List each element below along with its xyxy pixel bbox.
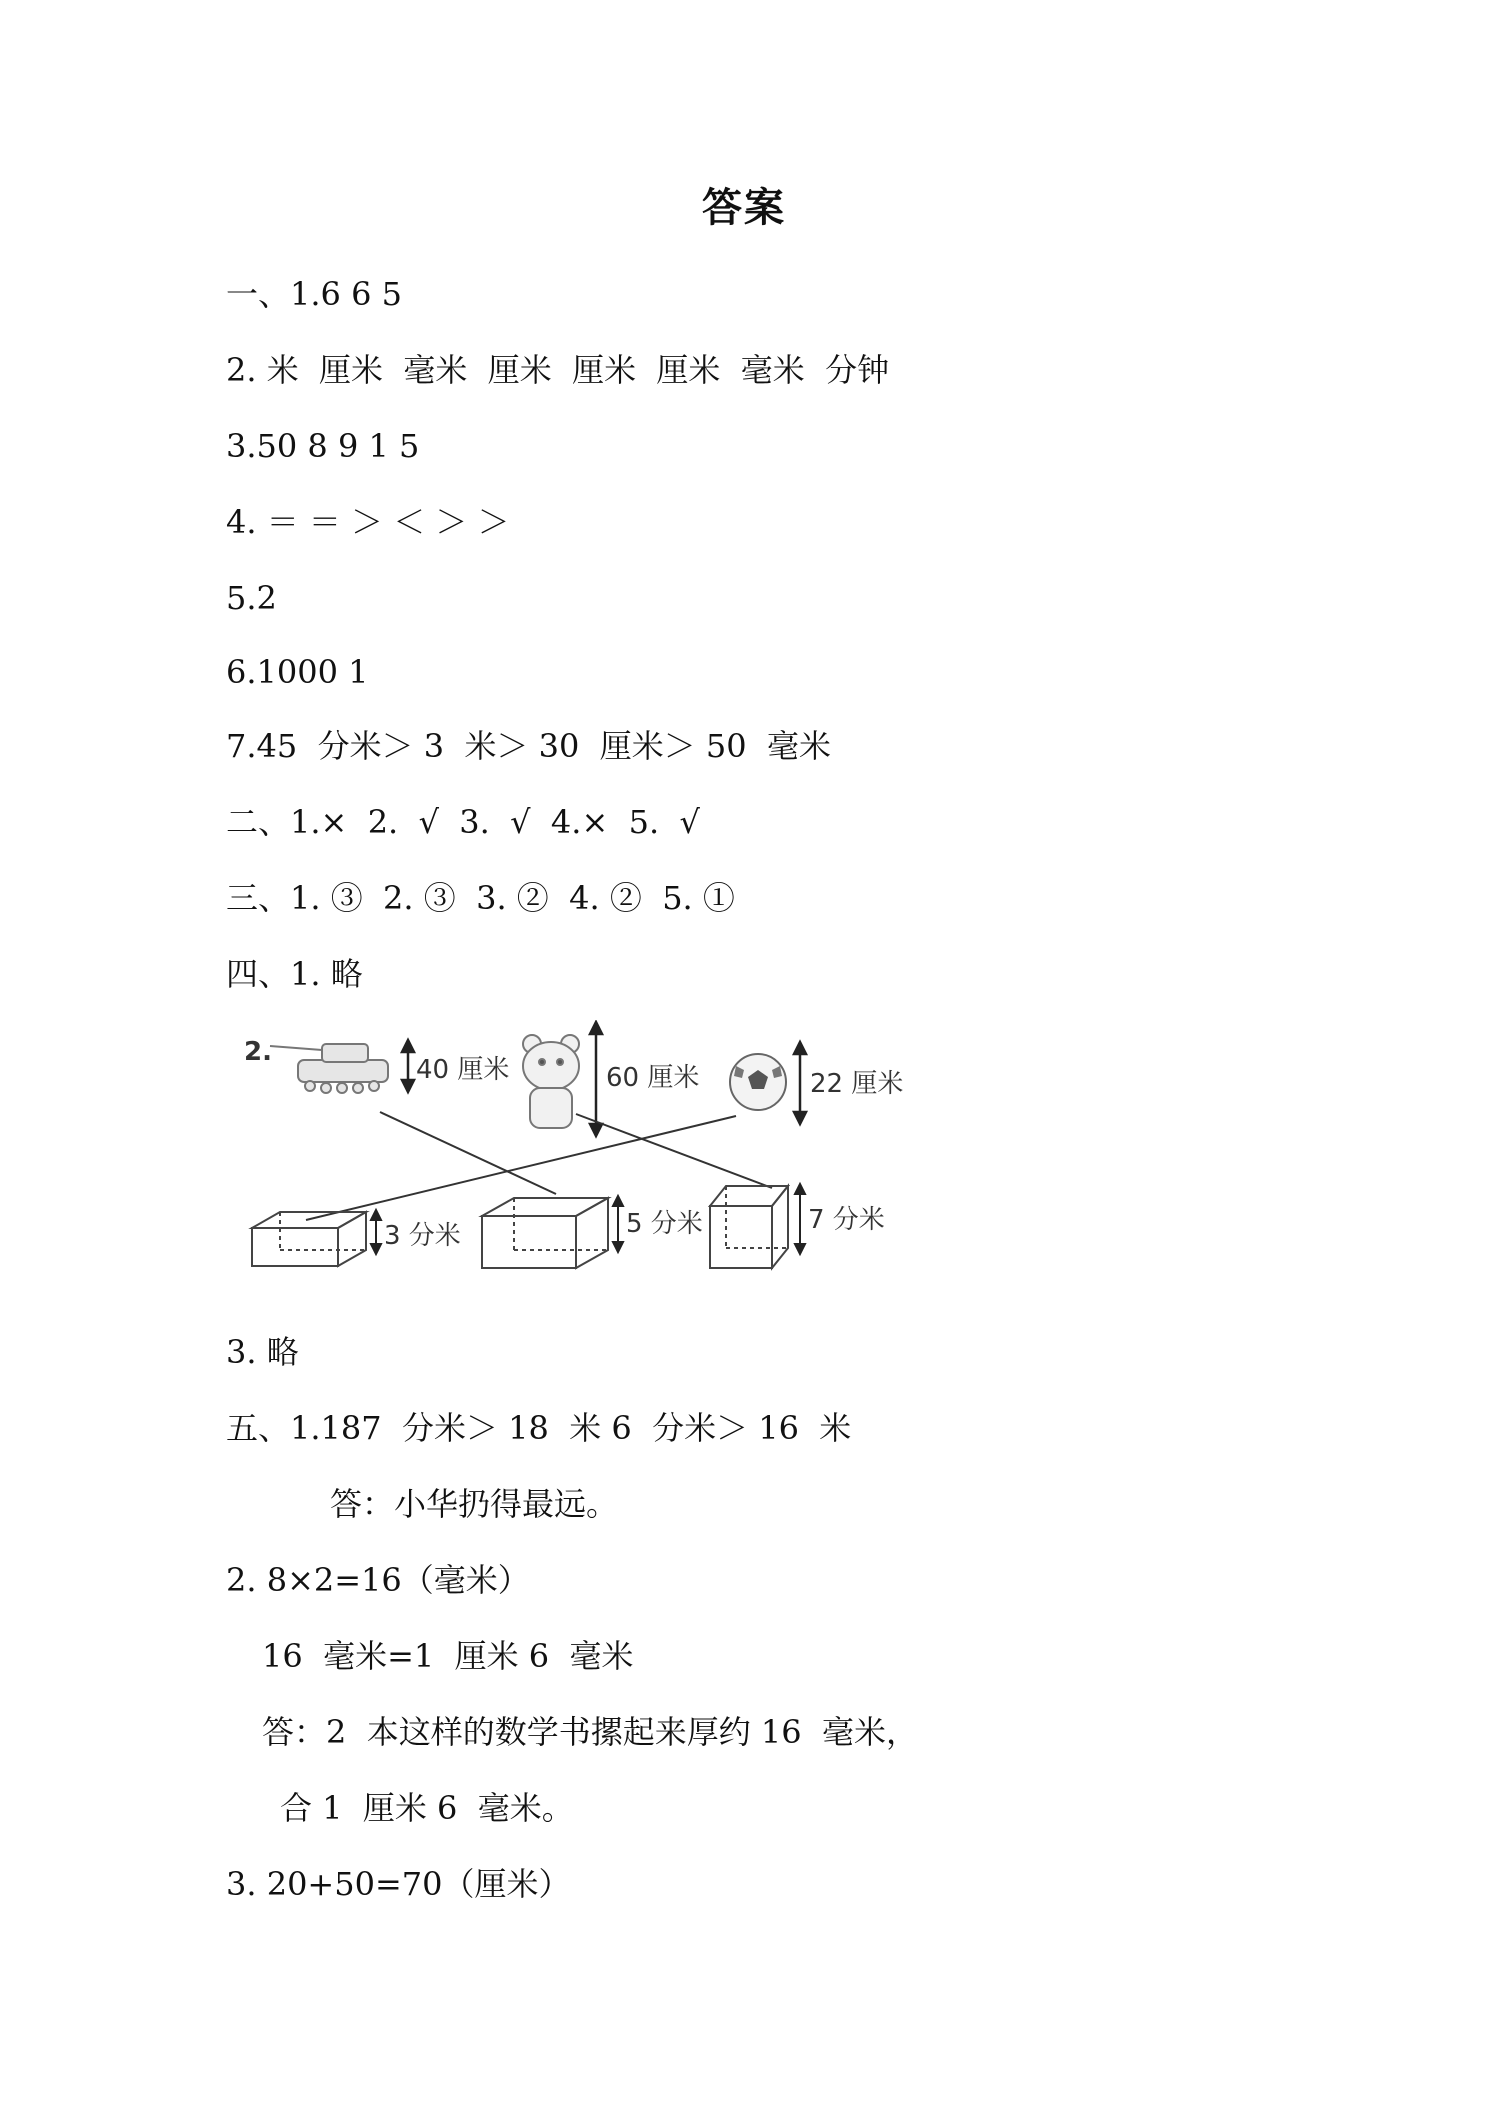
answer-line-7: 7.45 分米＞ 3 米＞ 30 厘米＞ 50 毫米: [226, 727, 831, 765]
answer-line-3: 3.50 8 9 1 5: [226, 427, 420, 465]
answer-line-9: 三、1. ③ 2. ③ 3. ② 4. ② 5. ①: [226, 879, 735, 917]
answer-line-14: 2. 8×2=16（毫米）: [226, 1561, 530, 1599]
bear-icon: [523, 1035, 579, 1128]
answer-line-10: 四、1. 略: [226, 955, 363, 993]
tank-icon: [270, 1044, 388, 1093]
figure-number: 2.: [244, 1037, 272, 1067]
answer-line-1: 一、1.6 6 5: [226, 275, 402, 313]
box2-dimension-arrow: [613, 1196, 623, 1252]
tank-height-label: 40 厘米: [416, 1055, 510, 1085]
bear-height-label: 60 厘米: [606, 1063, 700, 1093]
tank-dimension-arrow: [402, 1040, 414, 1092]
box-5-dm: [482, 1198, 608, 1268]
answer-line-15: 16 毫米=1 厘米 6 毫米: [262, 1637, 634, 1675]
answer-line-13: 答：小华扔得最远。: [330, 1485, 619, 1523]
answer-line-17: 合 1 厘米 6 毫米。: [280, 1789, 574, 1827]
box3-height-label: 7 分米: [808, 1205, 885, 1235]
answer-line-4: 4. ＝ ＝ ＞ ＜ ＞ ＞: [226, 503, 510, 541]
box-7-dm: [710, 1186, 788, 1268]
matching-figure: [226, 1020, 926, 1300]
answer-line-6: 6.1000 1: [226, 653, 369, 691]
answer-line-18: 3. 20+50=70（厘米）: [226, 1865, 571, 1903]
ball-dimension-arrow: [794, 1042, 806, 1124]
answer-line-2: 2. 米 厘米 毫米 厘米 厘米 厘米 毫米 分钟: [226, 351, 890, 389]
ball-height-label: 22 厘米: [810, 1069, 904, 1099]
box1-height-label: 3 分米: [384, 1221, 461, 1251]
soccer-ball-icon: [730, 1054, 786, 1110]
page-title: 答案: [702, 185, 786, 231]
answer-line-12: 五、1.187 分米＞ 18 米 6 分米＞ 16 米: [226, 1409, 852, 1447]
answer-line-16: 答：2 本这样的数学书摞起来厚约 16 毫米，: [262, 1713, 918, 1751]
box3-dimension-arrow: [795, 1184, 805, 1254]
answer-line-11: 3. 略: [226, 1333, 299, 1371]
answer-line-8: 二、1.× 2. √ 3. √ 4.× 5. √: [226, 803, 700, 841]
box1-dimension-arrow: [371, 1210, 381, 1254]
box2-height-label: 5 分米: [626, 1209, 703, 1239]
answer-line-5: 5.2: [226, 579, 277, 617]
